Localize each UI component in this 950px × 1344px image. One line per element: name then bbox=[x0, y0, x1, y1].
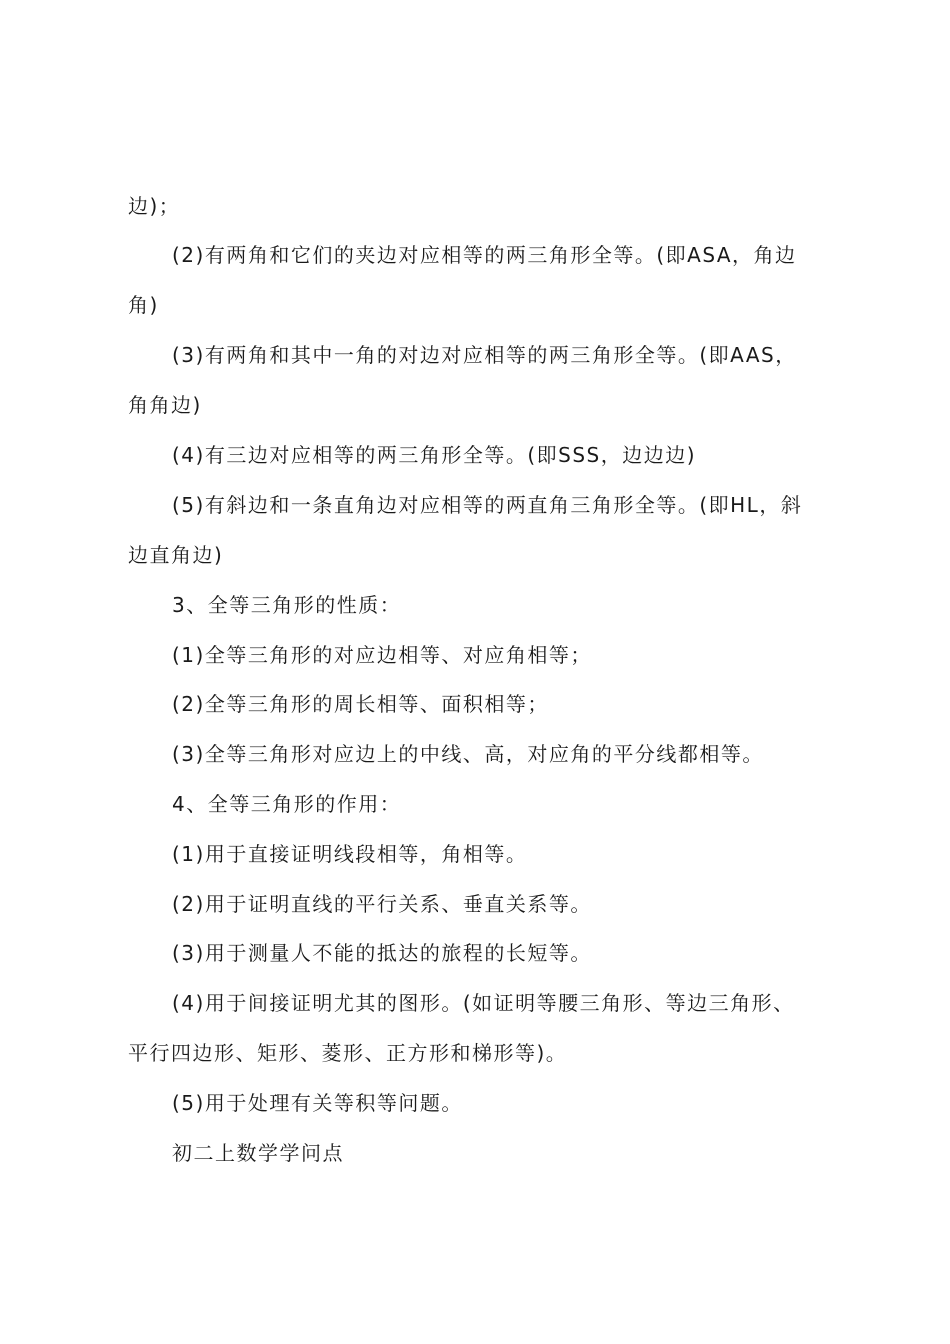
text-line: 边直角边) bbox=[128, 543, 224, 567]
text-line: (2)用于证明直线的平行关系、垂直关系等。 bbox=[172, 892, 592, 916]
text-line: (4)有三边对应相等的两三角形全等。(即SSS，边边边) bbox=[172, 443, 697, 467]
text-line: (3)有两角和其中一角的对边对应相等的两三角形全等。(即AAS， bbox=[172, 343, 797, 367]
section-heading: 初二上数学学问点 bbox=[172, 1141, 344, 1165]
text-line: 边)； bbox=[128, 194, 181, 218]
text-line: (3)全等三角形对应边上的中线、高，对应角的平分线都相等。 bbox=[172, 742, 764, 766]
text-line: (4)用于间接证明尤其的图形。(如证明等腰三角形、等边三角形、 bbox=[172, 991, 795, 1015]
section-heading: 3、全等三角形的性质： bbox=[172, 593, 402, 617]
text-line: (5)有斜边和一条直角边对应相等的两直角三角形全等。(即HL，斜 bbox=[172, 493, 803, 517]
text-line: (5)用于处理有关等积等问题。 bbox=[172, 1091, 463, 1115]
text-line: (2)有两角和它们的夹边对应相等的两三角形全等。(即ASA，角边 bbox=[172, 243, 797, 267]
text-line: 角角边) bbox=[128, 393, 202, 417]
text-line: (1)全等三角形的对应边相等、对应角相等； bbox=[172, 643, 592, 667]
text-line: (2)全等三角形的周长相等、面积相等； bbox=[172, 692, 549, 716]
text-line: (3)用于测量人不能的抵达的旅程的长短等。 bbox=[172, 941, 592, 965]
text-line: (1)用于直接证明线段相等，角相等。 bbox=[172, 842, 528, 866]
section-heading: 4、全等三角形的作用： bbox=[172, 792, 402, 816]
text-line: 平行四边形、矩形、菱形、正方形和梯形等)。 bbox=[128, 1041, 568, 1065]
text-line: 角) bbox=[128, 293, 159, 317]
